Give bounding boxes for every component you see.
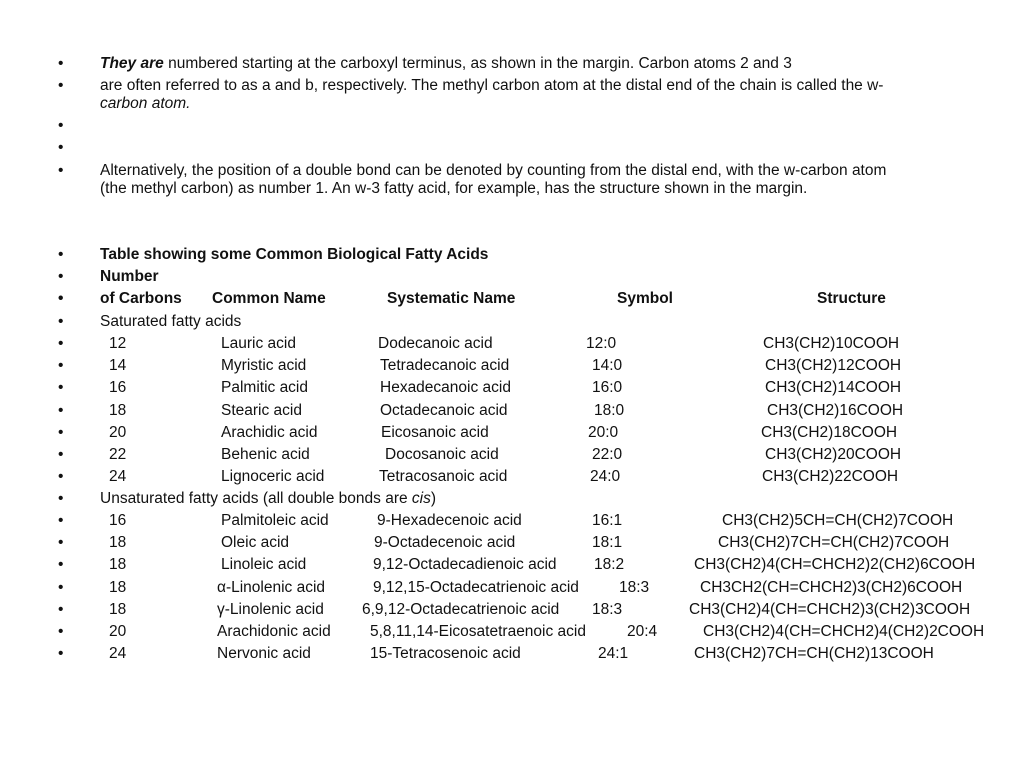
bullet: • <box>58 268 64 285</box>
bullet: • <box>58 645 64 663</box>
cell-systematic-name: Hexadecanoic acid <box>380 379 511 397</box>
cell-symbol: 18:3 <box>592 600 623 618</box>
table-row <box>0 402 1024 424</box>
cell-structure: CH3(CH2)7CH=CH(CH2)13COOH <box>694 645 934 663</box>
cell-carbon-count: 18 <box>109 578 127 596</box>
intro-text: (the methyl carbon) as number 1. An w-3 fatty acid, for example, has the structure shown in the margin. <box>100 180 808 197</box>
table-row <box>0 645 1024 667</box>
cell-systematic-name: 9-Octadecenoic acid <box>374 534 516 552</box>
table-row <box>0 601 1024 623</box>
bullet: • <box>58 335 64 352</box>
unsaturated-label <box>100 490 436 508</box>
cell-common-name: Palmitoleic acid <box>221 512 329 529</box>
intro-line-3b <box>0 180 1024 202</box>
bullet: • <box>58 446 64 463</box>
cell-symbol: 20:0 <box>588 423 619 441</box>
cell-common-name: Palmitic acid <box>221 379 308 397</box>
bullet: • <box>58 55 64 72</box>
cell-systematic-name: Tetradecanoic acid <box>380 357 510 375</box>
cell-common-name: Oleic acid <box>221 534 290 552</box>
cell-structure: CH3CH2(CH=CHCH2)3(CH2)6COOH <box>700 578 963 596</box>
cell-carbon-count: 18 <box>109 600 127 618</box>
cell-structure: CH3(CH2)4(CH=CHCH2)2(CH2)6COOH <box>694 556 976 574</box>
cell-structure: CH3(CH2)14COOH <box>765 379 902 397</box>
table-row <box>0 357 1024 379</box>
cell-symbol: 20:4 <box>627 623 658 640</box>
table-header-line-1 <box>0 268 1024 290</box>
cell-common-name: α-Linolenic acid <box>217 578 326 596</box>
header-carbons: of Carbons <box>100 290 182 307</box>
bullet: • <box>58 534 64 552</box>
table-row <box>0 446 1024 468</box>
cell-systematic-name: 6,9,12-Octadecatrienoic acid <box>362 600 560 618</box>
table-row <box>0 556 1024 578</box>
cell-systematic-name: 9,12,15-Octadecatrienoic acid <box>373 578 579 596</box>
bullet: • <box>58 490 64 507</box>
intro-text: are often referred to as a and b, respectively. The methyl carbon atom at the distal end of the chain is called the w- <box>100 77 884 94</box>
cell-systematic-name: Tetracosanoic acid <box>379 468 508 486</box>
bullet: • <box>58 468 64 486</box>
cell-common-name: Behenic acid <box>221 446 310 463</box>
cell-common-name: Myristic acid <box>221 357 307 375</box>
bullet: • <box>58 401 64 419</box>
unsaturated-label-row <box>0 490 1024 512</box>
cell-carbon-count: 24 <box>109 645 127 663</box>
cell-carbon-count: 18 <box>109 401 127 419</box>
cell-structure: CH3(CH2)4(CH=CHCH2)4(CH2)2COOH <box>703 623 985 640</box>
bullet: • <box>58 162 64 179</box>
cell-systematic-name: Eicosanoic acid <box>381 423 489 441</box>
cell-structure: CH3(CH2)16COOH <box>767 401 904 419</box>
cell-common-name: Arachidic acid <box>221 423 318 441</box>
cell-structure: CH3(CH2)22COOH <box>762 468 899 486</box>
cell-carbon-count: 20 <box>109 423 127 441</box>
saturated-label: Saturated fatty acids <box>100 313 242 330</box>
cell-symbol: 12:0 <box>586 335 617 352</box>
table-row <box>0 468 1024 490</box>
cell-common-name: Arachidonic acid <box>217 623 331 640</box>
cell-systematic-name: 15-Tetracosenoic acid <box>370 645 521 663</box>
cell-systematic-name: 5,8,11,14-Eicosatetraenoic acid <box>370 623 586 640</box>
cell-systematic-name: Octadecanoic acid <box>380 401 508 419</box>
cell-symbol: 14:0 <box>592 357 623 375</box>
cell-structure: CH3(CH2)4(CH=CHCH2)3(CH2)3COOH <box>689 600 971 618</box>
table-row <box>0 335 1024 357</box>
cell-common-name: Lignoceric acid <box>221 468 325 486</box>
cell-carbon-count: 12 <box>109 335 127 352</box>
header-structure: Structure <box>817 290 886 307</box>
bullet: • <box>58 578 64 596</box>
cell-carbon-count: 14 <box>109 357 127 375</box>
intro-text: carbon atom. <box>100 95 191 112</box>
cell-carbon-count: 18 <box>109 556 127 574</box>
bullet: • <box>58 512 64 529</box>
cell-carbon-count: 24 <box>109 468 127 486</box>
header-symbol: Symbol <box>617 290 673 307</box>
table-row <box>0 579 1024 601</box>
cell-symbol: 16:0 <box>592 379 623 397</box>
cell-symbol: 18:3 <box>619 578 650 596</box>
cell-symbol: 16:1 <box>592 512 623 529</box>
cell-systematic-name: 9,12-Octadecadienoic acid <box>373 556 557 574</box>
cell-carbon-count: 18 <box>109 534 127 552</box>
bullet: • <box>58 357 64 375</box>
table-title-row <box>0 246 1024 268</box>
cell-carbon-count: 22 <box>109 446 127 463</box>
bullet: • <box>58 379 64 397</box>
cell-symbol: 24:0 <box>590 468 621 486</box>
cell-symbol: 18:0 <box>594 401 625 419</box>
cell-common-name: Stearic acid <box>221 401 302 419</box>
bullet: • <box>58 77 64 94</box>
bullet: • <box>58 313 64 330</box>
intro-text: numbered starting at the carboxyl terminus, as shown in the margin. Carbon atoms 2 and 3 <box>163 55 792 72</box>
cell-structure: CH3(CH2)12COOH <box>765 357 902 375</box>
table-row <box>0 512 1024 534</box>
cell-structure: CH3(CH2)7CH=CH(CH2)7COOH <box>718 534 950 552</box>
saturated-label-row <box>0 313 1024 335</box>
cell-structure: CH3(CH2)20COOH <box>765 446 902 463</box>
intro-text: Alternatively, the position of a double bond can be denoted by counting from the distal end, with the w-carbon atom <box>100 162 887 179</box>
bullet: • <box>58 556 64 574</box>
table-row <box>0 623 1024 645</box>
unsaturated-label-cis: cis <box>411 490 431 507</box>
unsaturated-label-text: Unsaturated fatty acids (all double bonds are <box>100 490 412 507</box>
cell-structure: CH3(CH2)18COOH <box>761 423 898 441</box>
cell-symbol: 24:1 <box>598 645 629 663</box>
cell-symbol: 22:0 <box>592 446 623 463</box>
table-row <box>0 424 1024 446</box>
header-systematic-name: Systematic Name <box>387 290 516 307</box>
intro-line-2b <box>0 95 1024 117</box>
cell-common-name: Linoleic acid <box>221 556 307 574</box>
cell-structure: CH3(CH2)5CH=CH(CH2)7COOH <box>722 512 954 529</box>
table-title: Table showing some Common Biological Fatty Acids <box>100 246 489 263</box>
cell-structure: CH3(CH2)10COOH <box>763 335 900 352</box>
bullet: • <box>58 600 64 618</box>
bullet: • <box>58 423 64 441</box>
cell-carbon-count: 20 <box>109 623 127 640</box>
bullet: • <box>58 117 64 134</box>
table-row <box>0 534 1024 556</box>
bullet: • <box>58 290 64 307</box>
cell-systematic-name: Dodecanoic acid <box>378 335 493 352</box>
bullet: • <box>58 623 64 640</box>
bullet: • <box>58 139 64 156</box>
unsaturated-label-close: ) <box>430 490 437 507</box>
cell-symbol: 18:2 <box>594 556 625 574</box>
header-common-name: Common Name <box>212 290 326 307</box>
header-number: Number <box>100 268 159 285</box>
bullet: • <box>58 246 64 263</box>
table-row <box>0 379 1024 401</box>
cell-carbon-count: 16 <box>109 512 127 529</box>
empty-bullet <box>0 117 1024 139</box>
cell-symbol: 18:1 <box>592 534 623 552</box>
cell-carbon-count: 16 <box>109 379 127 397</box>
table-header-row <box>0 290 1024 312</box>
cell-systematic-name: 9-Hexadecenoic acid <box>377 512 522 529</box>
cell-common-name: Lauric acid <box>221 335 296 352</box>
intro-line-1 <box>0 55 1024 77</box>
cell-common-name: Nervonic acid <box>217 645 311 663</box>
empty-bullet <box>0 139 1024 161</box>
intro-lead: They are <box>100 55 164 72</box>
cell-common-name: γ-Linolenic acid <box>217 600 324 618</box>
cell-systematic-name: Docosanoic acid <box>385 446 499 463</box>
